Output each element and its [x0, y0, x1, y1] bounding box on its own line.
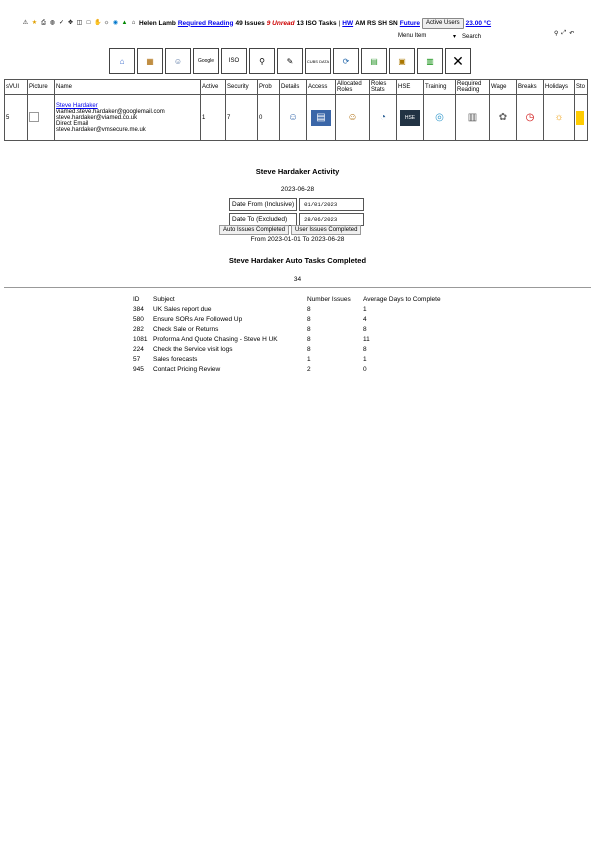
tasks-title: Steve Hardaker Auto Tasks Completed: [228, 256, 367, 265]
picture-cell: [28, 95, 55, 141]
expand-icon[interactable]: ⤢: [561, 30, 567, 36]
task-avg-days: 0: [363, 365, 367, 373]
broken-image-icon: [29, 112, 39, 122]
security-cell: 7: [226, 95, 258, 141]
breaks-icon[interactable]: ◷: [525, 112, 535, 123]
col-header: Number Issues: [307, 295, 351, 303]
task-id: 1081: [133, 335, 148, 343]
col-header: Required Reading: [456, 80, 490, 95]
google-icon[interactable]: Google: [193, 48, 219, 74]
auto-issues-button[interactable]: Auto Issues Completed: [219, 225, 289, 235]
task-subject: Check Sale or Returns: [153, 325, 219, 333]
activity-date: 2023-06-28: [280, 186, 315, 193]
refresh-icon[interactable]: ⟳: [333, 48, 359, 74]
table-row: [131, 364, 443, 374]
holidays-icon[interactable]: ☼: [554, 112, 564, 123]
sto-icon[interactable]: [576, 111, 584, 125]
menu-select-value: Menu Item: [398, 33, 427, 39]
menu-icons: [554, 30, 574, 37]
col-header: Sto: [575, 80, 588, 95]
iso-tasks: 13 ISO Tasks: [296, 19, 337, 27]
task-id: 384: [133, 305, 144, 313]
col-header: Allocated Roles: [336, 80, 370, 95]
top-bar: [22, 17, 595, 29]
name-cell: [55, 95, 201, 141]
col-header: Security: [226, 80, 258, 95]
home-icon[interactable]: ⌂: [109, 48, 135, 74]
col-header: Training: [424, 80, 456, 95]
hse-icon[interactable]: HSE: [400, 110, 420, 126]
task-count: 8: [307, 305, 311, 313]
col-header: Subject: [153, 295, 175, 303]
date-range-form: [227, 196, 366, 228]
magnifier-icon[interactable]: ⚲: [554, 31, 559, 37]
task-count: 2: [307, 365, 311, 373]
task-avg-days: 4: [363, 315, 367, 323]
col-header: HSE: [397, 80, 424, 95]
row-id: 5: [5, 95, 28, 141]
internet-icon[interactable]: ◉: [112, 19, 119, 26]
data-icon[interactable]: CUBS DATA: [305, 48, 331, 74]
access-icon[interactable]: ▤: [311, 110, 331, 126]
date-to-label: Date To (Excluded): [229, 213, 297, 226]
col-header: Holidays: [544, 80, 575, 95]
table-row: [131, 304, 443, 314]
task-count: 1: [307, 355, 311, 363]
roles-icon[interactable]: ☺: [347, 112, 358, 123]
magnifier-icon[interactable]: ⚲: [249, 48, 275, 74]
task-id: 580: [133, 315, 144, 323]
archive-icon[interactable]: ▦: [137, 48, 163, 74]
task-subject: Contact Pricing Review: [153, 365, 221, 373]
col-header: ID: [133, 295, 140, 303]
task-avg-days: 8: [363, 345, 367, 353]
hand-icon[interactable]: ✋: [94, 19, 102, 26]
col-header: Access: [307, 80, 336, 95]
toolbar: [109, 48, 471, 74]
compass-icon[interactable]: ✥: [67, 19, 74, 26]
col-header: Details: [280, 80, 307, 95]
email-2: steve.hardaker@viamed.co.uk: [56, 114, 138, 121]
date-to-input[interactable]: [302, 215, 361, 224]
temperature-link[interactable]: 23.00 °C: [465, 19, 492, 27]
task-id: 57: [133, 355, 141, 363]
col-header: Prob: [258, 80, 280, 95]
table-row: [131, 314, 443, 324]
initials: AM RS SH SN: [355, 19, 398, 27]
task-avg-days: 8: [363, 325, 367, 333]
chevron-down-icon: ▾: [452, 34, 456, 40]
user-name: Helen Lamb: [139, 19, 176, 27]
task-id: 224: [133, 345, 144, 353]
table-row: [5, 95, 588, 141]
users-icon[interactable]: ☺: [165, 48, 191, 74]
training-icon[interactable]: ◎: [435, 112, 444, 123]
tasks-table: [131, 294, 443, 374]
issues-count: 49 Issues: [235, 19, 265, 27]
date-from-input[interactable]: [302, 200, 361, 209]
task-avg-days: 1: [363, 355, 367, 363]
date-from-label: Date From (Inclusive): [229, 198, 297, 211]
reading-icon[interactable]: ▥: [467, 112, 478, 123]
employee-table: [4, 79, 588, 141]
activity-title: Steve Hardaker Activity: [255, 167, 340, 176]
employee-name-link[interactable]: Steve Hardaker: [56, 102, 98, 109]
square-icon[interactable]: □: [86, 19, 91, 26]
col-header: Roles Stats: [370, 80, 397, 95]
user-issues-button[interactable]: User Issues Completed: [291, 225, 361, 235]
iso-icon[interactable]: ISO: [221, 48, 247, 74]
star-icon[interactable]: ★: [31, 19, 38, 26]
window-icon[interactable]: ◫: [76, 19, 83, 26]
col-header: Breaks: [517, 80, 544, 95]
future-link[interactable]: Future: [399, 19, 420, 27]
task-subject: Check the Service visit logs: [153, 345, 233, 353]
task-avg-days: 11: [363, 335, 370, 343]
menu-select[interactable]: [398, 33, 456, 41]
book-icon[interactable]: ▥: [417, 48, 443, 74]
sun-icon[interactable]: ☼: [103, 19, 110, 26]
tree-icon[interactable]: ▲: [121, 19, 128, 26]
undo-icon[interactable]: ↶: [569, 31, 575, 37]
col-header: sVUI: [5, 80, 28, 95]
task-count: 8: [307, 315, 311, 323]
warning-icon[interactable]: ⚠: [22, 19, 29, 26]
col-header: Name: [55, 80, 201, 95]
unread-count[interactable]: 9 Unread: [266, 19, 295, 27]
wand-icon[interactable]: ✓: [58, 19, 65, 26]
email-1: viamed.steve.hardaker@googlemail.com: [56, 108, 165, 115]
task-subject: UK Sales report due: [153, 305, 212, 313]
range-text: From 2023-01-01 To 2023-06-28: [250, 236, 345, 243]
pen-icon[interactable]: ✎: [277, 48, 303, 74]
email-3: steve.hardaker@vmsecure.me.uk: [56, 126, 146, 133]
separator: |: [338, 19, 341, 27]
task-subject: Sales forecasts: [153, 355, 198, 363]
search-label[interactable]: Search: [462, 34, 482, 40]
table-row: [131, 344, 443, 354]
chart-icon[interactable]: ▤: [361, 48, 387, 74]
task-count: 8: [307, 325, 311, 333]
details-icon[interactable]: ☺: [287, 112, 299, 123]
active-users-button[interactable]: Active Users: [422, 18, 464, 29]
col-header: Wage: [490, 80, 517, 95]
printer-icon[interactable]: ⎙: [41, 19, 46, 26]
task-subject: Ensure SORs Are Followed Up: [153, 315, 243, 323]
required-reading-link[interactable]: Required Reading: [177, 19, 234, 27]
hw-link[interactable]: HW: [342, 19, 354, 27]
stats-icon[interactable]: ◔: [379, 112, 387, 123]
globe-icon[interactable]: ◍: [49, 19, 56, 26]
action-buttons: [219, 225, 361, 235]
col-header: Active: [201, 80, 226, 95]
divider: [4, 287, 591, 288]
close-icon[interactable]: ✕: [445, 48, 471, 74]
task-subject: Proforma And Quote Chasing - Steve H UK: [153, 335, 278, 343]
table-row: [131, 354, 443, 364]
active-cell: 1: [201, 95, 226, 141]
menu-row: [398, 30, 575, 41]
wage-icon[interactable]: ✿: [498, 112, 508, 123]
col-header: Average Days to Complete: [363, 295, 441, 303]
task-id: 945: [133, 365, 144, 373]
tag-icon[interactable]: ⌂: [131, 19, 136, 26]
col-header: Picture: [28, 80, 55, 95]
task-avg-days: 1: [363, 305, 367, 313]
box-icon[interactable]: ▣: [389, 48, 415, 74]
prob-cell: 0: [258, 95, 280, 141]
task-count: 8: [307, 335, 311, 343]
task-id: 282: [133, 325, 144, 333]
table-header-row: [5, 80, 588, 95]
direct-email-label: Direct Email: [56, 120, 89, 127]
tasks-header-row: [131, 294, 443, 304]
table-row: [131, 334, 443, 344]
table-row: [131, 324, 443, 334]
task-count: 8: [307, 345, 311, 353]
tasks-total: 34: [293, 276, 302, 283]
